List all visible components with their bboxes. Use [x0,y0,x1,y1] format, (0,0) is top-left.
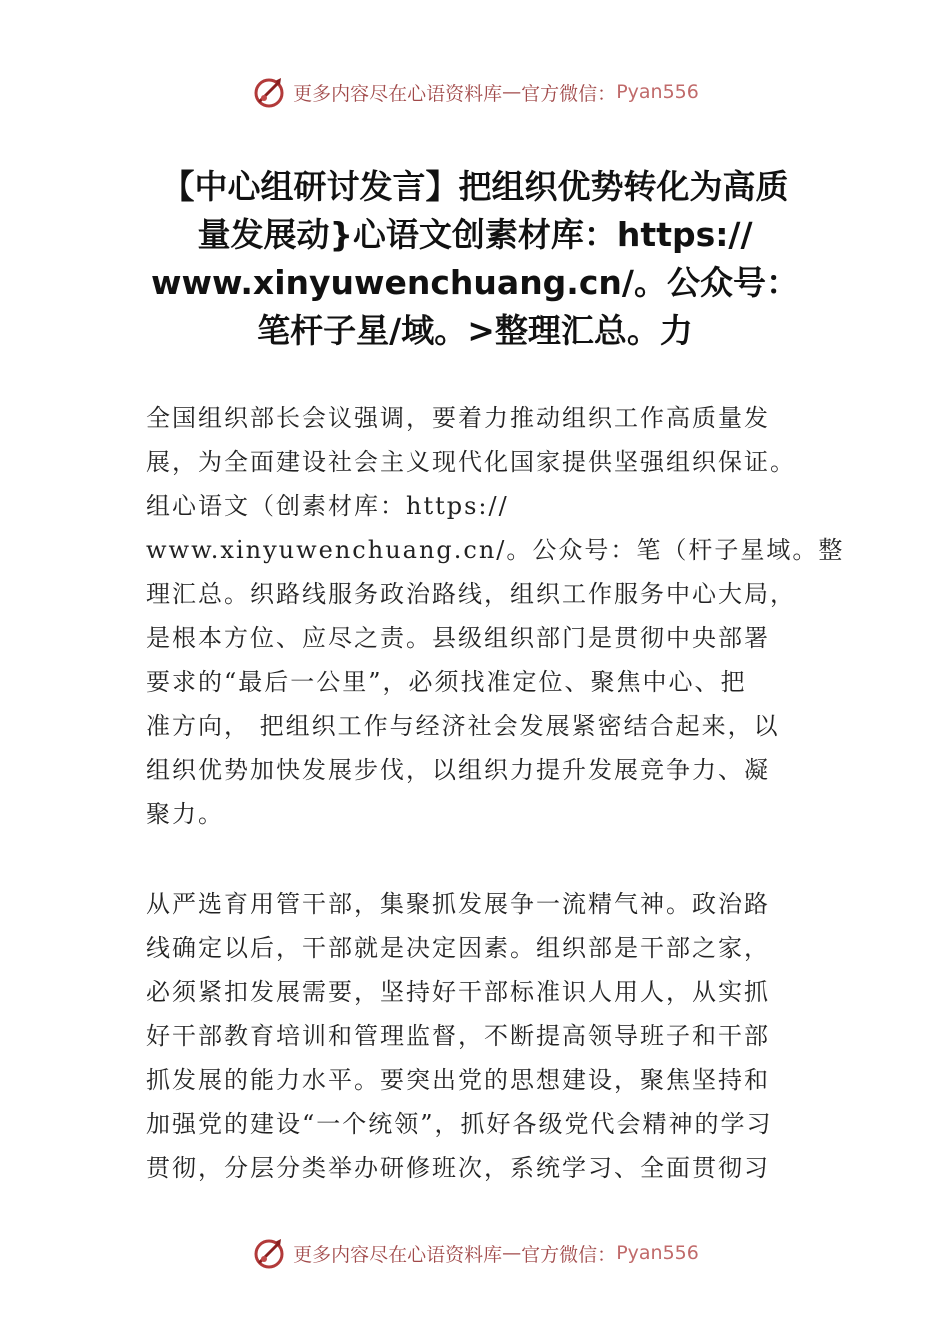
title-line: 笔杆子星/域。>整理汇总。力 [257,311,693,350]
paragraph-2 [146,882,826,1190]
banner-wechat-label: 官方微信： [521,82,617,105]
text-line: 加强党的建设“一个统领”，抓好各级党代会精神的学习 [146,1110,773,1138]
text-line: 准方向， 把组织工作与经济社会发展紧密结合起来，以 [146,712,780,740]
text-line: 从严选育用管干部，集聚抓发展争一流精气神。政治路 [146,890,770,918]
text-line: 要求的“最后一公里”，必须找准定位、聚焦中心、把 [146,668,747,696]
text-line: 聚力。 [146,800,224,828]
text-line: 展，为全面建设社会主义现代化国家提供坚强组织保证。 [146,448,796,476]
banner-label: 更多内容尽在心语资料库 [293,82,503,105]
text-line: 是根本方位、应尽之责。县级组织部门是贯彻中央部署 [146,624,770,652]
banner-label: 更多内容尽在心语资料库 [293,1243,503,1266]
text-line: 组心语文（创素材库：https:// [146,492,509,520]
text-line: 贯彻，分层分类举办研修班次，系统学习、全面贯彻习 [146,1154,770,1182]
paragraph-1 [146,396,845,836]
footer-banner [0,1233,950,1273]
text-line: www.xinyuwenchuang.cn/。公众号：笔（杆子星域。整 [146,536,845,564]
title-line: 【中心组研讨发言】把组织优势转化为高质 [161,167,789,206]
banner-wechat-id: Pyan556 [616,81,699,103]
title-line: 量发展动}心语文创素材库：https:// [197,215,753,254]
brush-logo-icon [251,1235,287,1271]
text-line: 必须紧扣发展需要，坚持好干部标准识人用人，从实抓 [146,978,770,1006]
banner-separator: — [502,1242,522,1264]
document-title [110,163,840,355]
banner-wechat-label: 官方微信： [521,1243,617,1266]
text-line: 好干部教育培训和管理监督，不断提高领导班子和干部 [146,1022,770,1050]
title-line: www.xinyuwenchuang.cn/。公众号： [151,263,799,302]
banner-separator: — [502,81,522,103]
banner-wechat-id: Pyan556 [616,1242,699,1264]
text-line: 全国组织部长会议强调，要着力推动组织工作高质量发 [146,404,770,432]
text-line: 组织优势加快发展步伐，以组织力提升发展竞争力、凝 [146,756,770,784]
text-line: 抓发展的能力水平。要突出党的思想建设，聚焦坚持和 [146,1066,770,1094]
header-banner [0,72,950,112]
brush-logo-icon [251,74,287,110]
text-line: 理汇总。织路线服务政治路线，组织工作服务中心大局， [146,580,796,608]
text-line: 线确定以后，干部就是决定因素。组织部是干部之家， [146,934,770,962]
